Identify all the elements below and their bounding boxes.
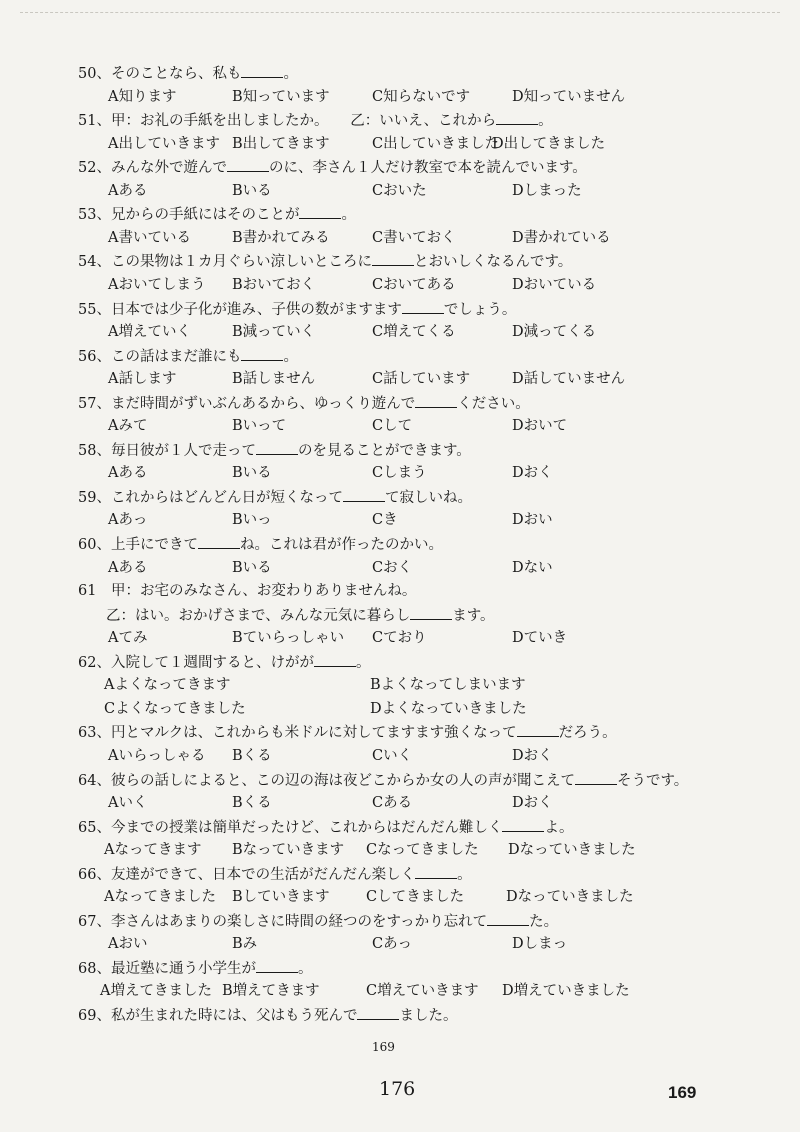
answer-option: Bていらっしゃい — [232, 630, 345, 647]
answer-option: Bいって — [232, 418, 287, 435]
answer-option: Bおいておく — [232, 276, 316, 293]
answer-blank — [496, 110, 538, 125]
answer-option: A書いている — [108, 229, 191, 246]
answer-option: Bいっ — [232, 512, 272, 529]
question-58 — [78, 440, 471, 461]
question-69 — [78, 1005, 457, 1026]
question-60 — [78, 534, 443, 555]
answer-blank — [502, 817, 544, 832]
answer-option: Cしてきました — [366, 889, 465, 906]
answer-option: Aなってきます — [104, 842, 202, 859]
question-61-line2 — [106, 605, 495, 626]
question-67 — [78, 911, 558, 932]
answer-option: Aみて — [108, 418, 148, 435]
answer-blank — [256, 440, 298, 455]
answer-option: Dおいている — [512, 276, 597, 293]
question-text: 64、彼らの話しによると、この辺の海は夜どこからか女の人の声が聞こえて — [78, 772, 575, 789]
answer-option: Aおい — [108, 936, 148, 953]
answer-option: Aあっ — [108, 512, 148, 529]
answer-blank — [314, 652, 356, 667]
question-text-after: ください。 — [457, 395, 530, 412]
answer-option: Dおい — [512, 512, 553, 529]
answer-option: Aある — [108, 559, 148, 576]
question-text-after: ます。 — [452, 607, 495, 624]
printed-page-number: 176 — [379, 1078, 416, 1100]
answer-option: Aいらっしゃる — [108, 747, 206, 764]
question-68 — [78, 958, 312, 979]
answer-option: D増えていきました — [502, 983, 630, 1000]
question-text: 56、この話はまだ誰にも — [78, 348, 242, 365]
answer-option: Cある — [372, 795, 413, 812]
question-text: 67、李さんはあまりの楽しさに時間の経つのをすっかり忘れて — [78, 913, 488, 930]
question-text: 60、上手にできて — [78, 537, 198, 553]
answer-option: Cおく — [372, 559, 413, 576]
question-text: 53、兄からの手紙にはそのことが — [78, 207, 300, 224]
answer-option: Dよくなっていきました — [370, 700, 527, 717]
answer-blank — [227, 157, 269, 172]
answer-option: Dおく — [512, 465, 553, 482]
question-text-after: のを見ることができます。 — [297, 442, 471, 459]
answer-option: Cおいた — [372, 182, 427, 199]
question-59 — [78, 487, 472, 508]
answer-blank — [402, 299, 444, 314]
question-text: 68、最近塾に通う小学生が — [78, 960, 256, 977]
answer-option: B書かれてみる — [232, 229, 330, 246]
question-text: 63、円とマルクは、これからも米ドルに対してますます強くなって — [78, 725, 517, 742]
question-text: 61 甲：お宅のみなさん、お変わりありませんね。 — [78, 583, 417, 600]
answer-option: Dおく — [512, 795, 553, 812]
answer-option: C増えてくる — [372, 324, 456, 341]
answer-blank — [415, 864, 457, 879]
answer-option: Dおいて — [512, 418, 568, 435]
answer-option: Aなってきました — [104, 889, 216, 906]
answer-option: Dおく — [512, 747, 553, 764]
question-text-after: 。 — [297, 960, 313, 977]
question-text-after: 。 — [538, 113, 553, 130]
question-53 — [78, 204, 356, 225]
answer-option: D書かれている — [512, 229, 611, 246]
answer-option: A知ります — [108, 88, 177, 105]
answer-option: B話しません — [232, 371, 316, 388]
question-64 — [78, 770, 688, 791]
answer-blank — [357, 1005, 399, 1020]
answer-blank — [241, 63, 283, 78]
question-56 — [78, 346, 298, 367]
question-text-after: て寂しいね。 — [384, 489, 472, 506]
answer-option: Bいる — [232, 182, 272, 199]
answer-option: Cしまう — [372, 465, 427, 482]
answer-option: Cよくなってきました — [104, 700, 246, 717]
answer-blank — [410, 605, 452, 620]
question-text: 62、入院して１週間すると、けがが — [78, 654, 314, 671]
question-text-after: そうです。 — [616, 772, 689, 789]
answer-option: Bよくなってしまいます — [370, 677, 526, 694]
answer-blank — [256, 958, 298, 973]
answer-option: Bくる — [232, 747, 272, 764]
answer-option: C増えていきます — [366, 983, 479, 1000]
answer-blank — [299, 204, 341, 219]
answer-option: Dしまっ — [512, 936, 568, 953]
question-54 — [78, 251, 572, 272]
answer-option: C話しています — [372, 371, 471, 388]
question-text-after: よ。 — [544, 819, 574, 836]
answer-option: Bいる — [232, 559, 272, 576]
answer-blank — [343, 487, 385, 502]
answer-option: D知っていません — [512, 88, 626, 105]
answer-option: Aある — [108, 182, 148, 199]
question-50 — [78, 63, 298, 84]
answer-blank — [487, 911, 529, 926]
answer-option: B出してきます — [232, 135, 330, 152]
answer-blank — [415, 393, 457, 408]
question-text-after: とおいしくなるんです。 — [413, 254, 573, 271]
question-text: 58、毎日彼が１人で走って — [78, 442, 256, 459]
question-text-after: のに、李さん１人だけ教室で本を読んでいます。 — [268, 160, 587, 177]
question-text-after: ね。これは君が作ったのかい。 — [239, 537, 443, 553]
question-66 — [78, 864, 472, 885]
question-text: 54、この果物は１カ月ぐらい涼しいところに — [78, 254, 372, 271]
answer-option: D話していません — [512, 371, 626, 388]
answer-option: Aある — [108, 465, 148, 482]
stamped-page-number: 169 — [668, 1083, 697, 1102]
answer-option: Bみ — [232, 936, 258, 953]
printed-page-number-small: 169 — [372, 1040, 395, 1054]
answer-option: Aおいてしまう — [108, 276, 206, 293]
question-text: 乙：はい。おかげさまで、みんな元気に暮らし — [106, 607, 411, 624]
question-62 — [78, 652, 370, 673]
answer-option: C知らないです — [372, 88, 471, 105]
question-text-after: だろう。 — [558, 725, 617, 742]
answer-blank — [198, 534, 240, 549]
answer-option: Cして — [372, 418, 413, 435]
answer-option: Bしていきます — [232, 889, 330, 906]
answer-option: Cあっ — [372, 936, 412, 953]
answer-option: C出していきました — [372, 135, 500, 152]
answer-option: Cいく — [372, 747, 413, 764]
question-text: 52、みんな外で遊んで — [78, 160, 227, 177]
question-text: 57、まだ時間がずいぶんあるから、ゆっくり遊んで — [78, 395, 416, 412]
answer-blank — [372, 251, 414, 266]
answer-option: D減ってくる — [512, 324, 597, 341]
answer-option: C書いておく — [372, 229, 456, 246]
answer-option: Aよくなってきます — [104, 677, 231, 694]
top-edge-rule — [20, 12, 780, 13]
question-text: 50、そのことなら、私も — [78, 66, 242, 82]
answer-option: A出していきます — [108, 135, 220, 152]
answer-option: Bいる — [232, 465, 272, 482]
question-text: 66、友達ができて、日本での生活がだんだん楽しく — [78, 866, 416, 883]
question-text: 69、私が生まれた時には、父はもう死んで — [78, 1008, 358, 1024]
answer-option: Aてみ — [108, 630, 148, 647]
answer-option: Dなっていきました — [508, 842, 636, 859]
question-text-after: 。 — [341, 207, 356, 224]
question-52 — [78, 157, 587, 178]
question-61 — [78, 581, 416, 601]
answer-option: A増えてきました — [100, 983, 212, 1000]
answer-blank — [241, 346, 283, 361]
answer-option: Cおいてある — [372, 276, 456, 293]
question-text: 65、今までの授業は簡単だったけど、これからはだんだん難しく — [78, 819, 503, 836]
answer-option: Cなってきました — [366, 842, 479, 859]
answer-option: Dなっていきました — [506, 889, 634, 906]
answer-option: B増えてきます — [222, 983, 320, 1000]
question-51 — [78, 110, 553, 131]
question-text-after: 。 — [457, 866, 472, 883]
answer-option: D出してきました — [492, 135, 606, 152]
answer-option: Cき — [372, 512, 398, 529]
answer-blank — [517, 722, 559, 737]
answer-option: B減っていく — [232, 324, 316, 341]
answer-option: Cており — [372, 630, 427, 647]
answer-option: Bくる — [232, 795, 272, 812]
question-65 — [78, 817, 573, 838]
answer-option: Dていき — [512, 630, 568, 647]
question-text-after: 。 — [283, 66, 298, 82]
answer-option: A話します — [108, 371, 177, 388]
question-57 — [78, 393, 530, 414]
answer-option: Aいく — [108, 795, 148, 812]
answer-blank — [575, 770, 617, 785]
question-63 — [78, 722, 617, 743]
question-text-after: でしょう。 — [443, 301, 517, 318]
answer-option: Dしまった — [512, 182, 582, 199]
question-text: 59、これからはどんどん日が短くなって — [78, 489, 343, 506]
answer-option: Bなっていきます — [232, 842, 345, 859]
question-text-after: た。 — [529, 913, 559, 930]
answer-option: Dない — [512, 559, 553, 576]
question-text-after: 。 — [355, 654, 371, 671]
question-text-after: 。 — [283, 348, 298, 365]
question-text-after: ました。 — [399, 1008, 458, 1024]
question-text: 55、日本では少子化が進み、子供の数がますます — [78, 301, 402, 318]
question-text: 51、甲：お礼の手紙を出しましたか。 乙：いいえ、これから — [78, 113, 497, 130]
question-55 — [78, 299, 516, 320]
answer-option: B知っています — [232, 88, 330, 105]
answer-option: A増えていく — [108, 324, 191, 341]
